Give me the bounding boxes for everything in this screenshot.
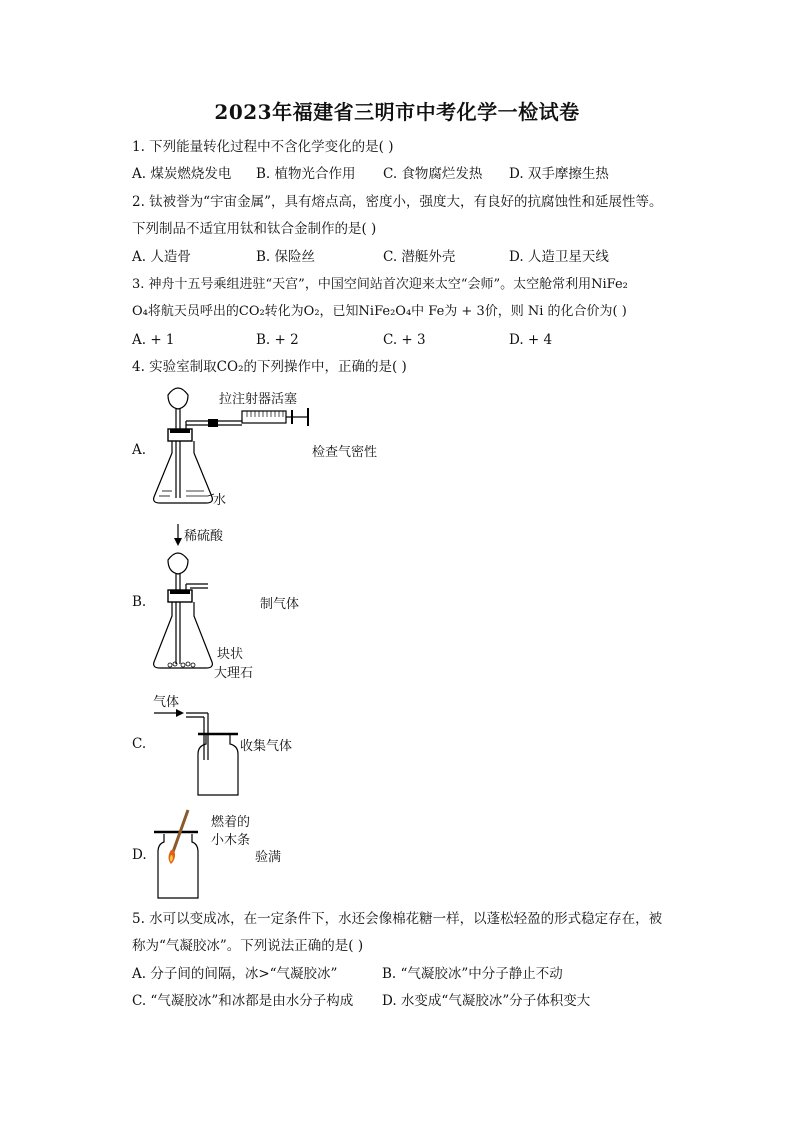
q1-option-d[interactable]: D. 双手摩擦生热 <box>509 166 609 182</box>
q4-option-a-caption: 检查气密性 <box>312 445 378 460</box>
q3-option-d[interactable]: D. + 4 <box>509 332 553 348</box>
q5-option-d[interactable]: D. 水变成“气凝胶冰”分子体积变大 <box>382 993 591 1009</box>
stick-label-line2: 小木条 <box>211 833 251 848</box>
question-2-stem-line2: 下列制品不适宜用钛和钛合金制作的是( ) <box>132 221 377 237</box>
gas-collection-apparatus <box>150 700 250 800</box>
q3-option-b[interactable]: B. + 2 <box>256 332 299 348</box>
q4-option-d-letter[interactable]: D. <box>132 847 147 863</box>
question-1-stem: 1. 下列能量转化过程中不含化学变化的是( ) <box>132 139 394 155</box>
gas-label: 气体 <box>153 695 180 710</box>
q4-option-a-letter[interactable]: A. <box>132 442 147 458</box>
q1-option-b[interactable]: B. 植物光合作用 <box>256 166 356 182</box>
q4-option-c-caption: 收集气体 <box>240 739 293 754</box>
exam-title: 2023年福建省三明市中考化学一检试卷 <box>214 100 580 124</box>
question-3-stem-line2: O₄将航天员呼出的CO₂转化为O₂，已知NiFe₂O₄中 Fe为 + 3价，则 Ni 的化合价为( ) <box>132 304 627 319</box>
question-4-stem: 4. 实验室制取CO₂的下列操作中，正确的是( ) <box>132 359 407 375</box>
q4-option-d-caption: 验满 <box>255 850 282 865</box>
q1-option-a[interactable]: A. 煤炭燃烧发电 <box>132 166 232 182</box>
q2-option-d[interactable]: D. 人造卫星天线 <box>509 249 609 265</box>
q1-option-c[interactable]: C. 食物腐烂发热 <box>383 166 483 182</box>
q3-option-a[interactable]: A. + 1 <box>132 332 175 348</box>
syringe-label: 拉注射器活塞 <box>219 392 298 407</box>
question-2-stem-line1: 2. 钛被誉为“宇宙金属”，具有熔点高，密度小，强度大，有良好的抗腐蚀性和延展性等。 <box>132 194 663 210</box>
question-5-stem-line1: 5. 水可以变成冰，在一定条件下，水还会像棉花糖一样，以蓬松轻盈的形式稳定存在，被 <box>132 911 663 927</box>
acid-label: 稀硫酸 <box>184 529 224 544</box>
marble-label-line1: 块状 <box>217 647 244 662</box>
q2-option-c[interactable]: C. 潜艇外壳 <box>383 249 456 265</box>
stick-label-line1: 燃着的 <box>211 815 251 830</box>
q5-option-c[interactable]: C. “气凝胶冰”和冰都是由水分子构成 <box>132 993 354 1009</box>
q4-option-b-caption: 制气体 <box>260 597 300 612</box>
q2-option-b[interactable]: B. 保险丝 <box>256 249 316 265</box>
gas-generation-apparatus <box>150 520 260 680</box>
water-label: 水 <box>213 493 227 508</box>
q5-option-a[interactable]: A. 分子间的间隔，冰>“气凝胶冰” <box>132 966 338 982</box>
q4-option-b-letter[interactable]: B. <box>132 594 147 610</box>
marble-label-line2: 大理石 <box>214 666 254 681</box>
q4-option-c-letter[interactable]: C. <box>132 736 147 752</box>
question-5-stem-line2: 称为“气凝胶冰”。下列说法正确的是( ) <box>132 938 364 954</box>
q3-option-c[interactable]: C. + 3 <box>383 332 426 348</box>
q2-option-a[interactable]: A. 人造骨 <box>132 249 191 265</box>
q5-option-b[interactable]: B. “气凝胶冰”中分子静止不动 <box>382 966 563 982</box>
question-3-stem-line1: 3. 神舟十五号乘组进驻“天宫”，中国空间站首次迎来太空“会师”。太空舱常利用NiFe₂ <box>132 277 628 292</box>
